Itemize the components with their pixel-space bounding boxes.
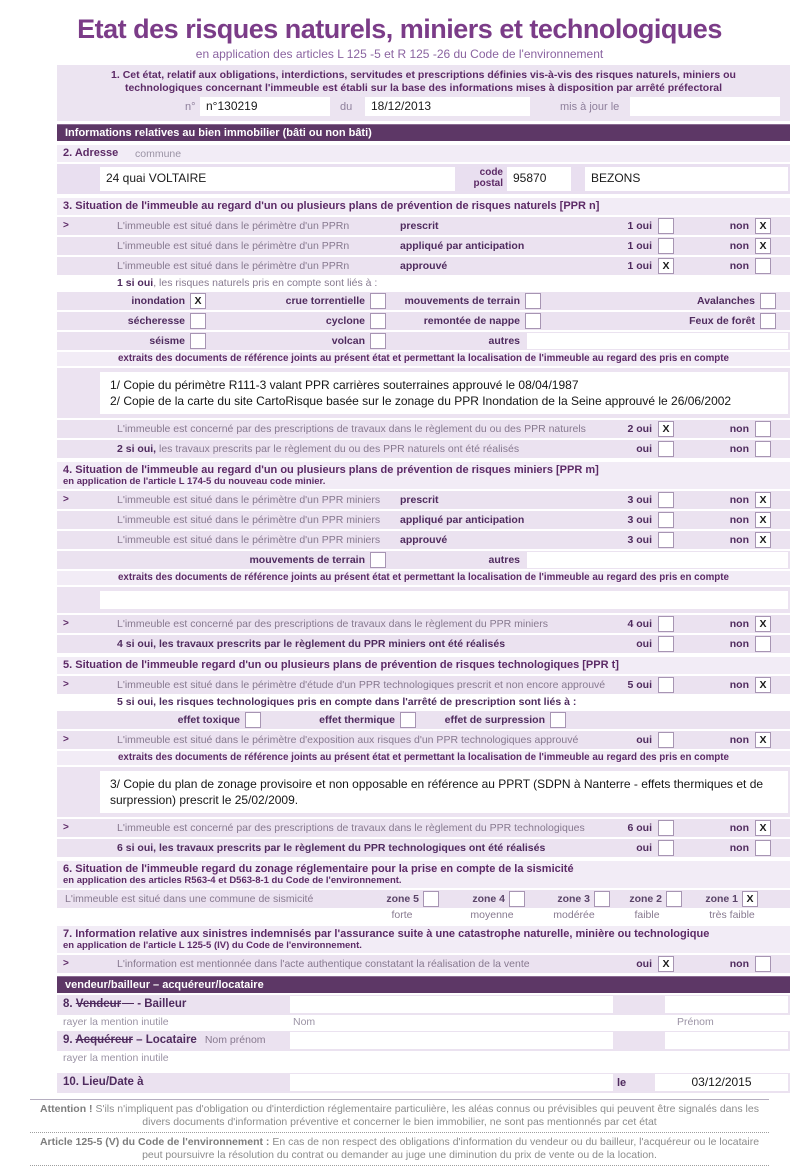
nom-prenom-hint: Nom prénom [204, 1034, 266, 1046]
autres-risques-input[interactable] [527, 333, 788, 349]
question-label [117, 443, 519, 455]
lieu-date-row [57, 1073, 790, 1093]
question-label: L'immeuble est concerné par des prescriptions de travaux dans le règlement du ou des PPR naturels [117, 423, 586, 435]
lieu-input[interactable] [290, 1074, 613, 1091]
pprm-prescrit-oui-checkbox[interactable] [658, 492, 674, 508]
pprm-approuve-row [57, 531, 790, 549]
pprt-realises-non-checkbox[interactable] [755, 840, 771, 856]
non-label: non [729, 958, 749, 970]
effet-toxique-label: effet toxique [177, 714, 240, 726]
updated-date-input[interactable] [630, 97, 780, 116]
adresse-heading: 2. Adresse [63, 147, 119, 159]
section6-title: 6. Situation de l'immeuble regard du zonage réglementaire pour la prise en compte de la sismicité [63, 863, 574, 875]
vendeur-row [57, 995, 790, 1015]
non-label: non [729, 618, 749, 630]
pprn-realises-row [57, 440, 790, 458]
pprn-travaux-row [57, 420, 790, 438]
pprm-approuve-non-checkbox[interactable]: X [755, 532, 771, 548]
question-label: L'immeuble est situé dans le périmètre d'étude d'un PPR technologiques prescrit et non encore approuvé [117, 679, 606, 691]
sinistres-non-checkbox[interactable] [755, 956, 771, 972]
pprm-mouvements-checkbox[interactable] [370, 552, 386, 568]
cyclone-checkbox[interactable] [370, 313, 386, 329]
oui-label: 5 oui [627, 679, 652, 691]
crue-torrentielle-checkbox[interactable] [370, 293, 386, 309]
oui-label: 3 oui [627, 514, 652, 526]
acquereur-heading [63, 1034, 266, 1046]
pprt-travaux-non-checkbox[interactable]: X [755, 820, 771, 836]
effet-thermique-label: effet thermique [319, 714, 395, 726]
arrete-fields-row [67, 97, 780, 117]
sioui-text [117, 696, 576, 708]
pprn-prescrit-oui-checkbox[interactable] [658, 218, 674, 234]
attention-note [30, 1103, 769, 1129]
question-label: L'immeuble est concerné par des prescriptions de travaux dans le règlement du PPR miniers [117, 618, 548, 630]
oui-label: oui [636, 638, 652, 650]
pprt-etude-non-checkbox[interactable]: X [755, 677, 771, 693]
section3-title: 3. Situation de l'immeuble au regard d'un ou plusieurs plans de prévention de risques naturels [PPR n] [63, 200, 600, 212]
sioui-bold: 1 si oui [117, 277, 154, 289]
zone1-checkbox[interactable]: X [742, 891, 758, 907]
arrete-date-label: du [340, 101, 353, 113]
pprt-travaux-oui-checkbox[interactable] [658, 820, 674, 836]
effet-toxique-checkbox[interactable] [245, 712, 261, 728]
oui-label: 3 oui [627, 534, 652, 546]
pprm-anticipation-row [57, 511, 790, 529]
mouvements-terrain-checkbox[interactable] [525, 293, 541, 309]
pprm-realises-row [57, 635, 790, 653]
zone3-label: zone 3 [557, 893, 590, 905]
sioui-bold: 5 si oui, les risques technologiques pris en compte dans l'arrêté de prescription sont liés à : [117, 696, 577, 708]
non-label: non [729, 443, 749, 455]
num-prefix: 9. [63, 1034, 73, 1046]
updated-date-label: mis à jour le [560, 101, 620, 113]
zone4-label: zone 4 [472, 893, 505, 905]
nom-caption: Nom [293, 1016, 316, 1028]
pprn-realises-oui-checkbox[interactable] [658, 441, 674, 457]
risques-row-1 [57, 292, 790, 310]
pprm-travaux-non-checkbox[interactable]: X [755, 616, 771, 632]
pprm-realises-non-checkbox[interactable] [755, 636, 771, 652]
arrete-date-input[interactable]: 18/12/2013 [365, 97, 530, 116]
pprm-travaux-oui-checkbox[interactable] [658, 616, 674, 632]
oui-label: 1 oui [627, 260, 652, 272]
tres-faible-label: très faible [709, 909, 755, 921]
pprn-approuve-row [57, 257, 790, 275]
non-label: non [729, 638, 749, 650]
bold-prefix: 6 si oui, les travaux prescrits par le règlement du PPR technologiques ont été réalisés [117, 842, 546, 854]
vendeur-captions-row [57, 1016, 790, 1029]
pprt-exposition-non-checkbox[interactable]: X [755, 732, 771, 748]
sioui-text [117, 277, 377, 289]
code-label-line2: postal [473, 178, 503, 189]
attention-bold: Attention ! [40, 1103, 93, 1115]
non-label: non [729, 679, 749, 691]
secheresse-checkbox[interactable] [190, 313, 206, 329]
effets-row [57, 711, 790, 729]
chevron-icon: > [63, 220, 69, 231]
oui-label: 4 oui [627, 618, 652, 630]
faible-label: faible [634, 909, 660, 921]
question-label: L'immeuble est situé dans le périmètre d'un PPRn [117, 240, 350, 252]
zone2-label: zone 2 [629, 893, 662, 905]
section6-heading-row [57, 861, 790, 888]
question-label: L'immeuble est situé dans le périmètre d'un PPR miniers [117, 514, 381, 526]
chevron-icon: > [63, 679, 69, 690]
acquereur-captions-row [57, 1052, 790, 1065]
crue-torrentielle-label: crue torrentielle [285, 295, 365, 307]
attention-text: S'ils n'impliquent pas d'obligation ou d'interdiction réglementaire particulière, les aléas connus ou prévisibles qui peuvent être signalés dans les divers documents d'information préventive et concerner le bien immobilier, ne sont pas mentionnés par cet état [92, 1103, 759, 1128]
seisme-checkbox[interactable] [190, 333, 206, 349]
risques-row-2 [57, 312, 790, 330]
acquereur-struck-label: Acquéreur [75, 1034, 133, 1046]
volcan-label: volcan [331, 335, 365, 347]
pprn-travaux-oui-checkbox[interactable]: X [658, 421, 674, 437]
pprt-etude-row [57, 676, 790, 694]
pprn-prescrit-non-checkbox[interactable]: X [755, 218, 771, 234]
section7-subtitle: en application de l'article L 125-5 (IV) du Code de l'environnement. [63, 940, 362, 951]
oui-label: oui [636, 443, 652, 455]
docs-technologiques-band [57, 767, 790, 817]
sismicite-row [57, 890, 790, 908]
doc-line-2: 2/ Copie de la carte du site CartoRisque basée sur le zonage du PPR Inondation de la Seine approuvé le 26/06/2002 [110, 394, 732, 408]
question-label: L'immeuble est situé dans le périmètre d'un PPR miniers [117, 534, 381, 546]
arrete-number-input[interactable]: n°130219 [200, 97, 330, 116]
section-bar-bien-immobilier: Informations relatives au bien immobilier (bâti ou non bâti) [57, 124, 790, 141]
pprm-approuve-oui-checkbox[interactable] [658, 532, 674, 548]
vendeur-heading [63, 998, 186, 1010]
seisme-label: séisme [149, 335, 185, 347]
docs-technologiques-box[interactable] [100, 771, 788, 813]
bailleur-label: - Bailleur [137, 998, 187, 1010]
question-label: L'immeuble est situé dans le périmètre d'un PPR miniers [117, 494, 381, 506]
non-label: non [729, 240, 749, 252]
docs-miniers-band [57, 587, 790, 613]
zone5-label: zone 5 [386, 893, 419, 905]
remontee-nappe-label: remontée de nappe [423, 315, 520, 327]
pprn-prescrit-row [57, 217, 790, 235]
effet-surpression-checkbox[interactable] [550, 712, 566, 728]
mouvements-terrain-label: mouvements de terrain [249, 554, 365, 566]
pprm-mouvements-row [57, 551, 790, 569]
inondation-label: inondation [131, 295, 185, 307]
pprt-exposition-row [57, 731, 790, 749]
autres-miniers-input[interactable] [527, 552, 788, 568]
pprn-travaux-non-checkbox[interactable] [755, 421, 771, 437]
pprm-prescrit-non-checkbox[interactable]: X [755, 492, 771, 508]
rayer-mention-note: rayer la mention inutile [63, 1052, 169, 1064]
docs-miniers-box[interactable] [100, 591, 788, 609]
rest-text: les travaux prescrits par le règlement du ou des PPR naturels ont été réalisés [156, 443, 520, 455]
code-label-line1: code [479, 167, 503, 178]
code-postal-label [453, 167, 503, 189]
street-input[interactable]: 24 quai VOLTAIRE [100, 167, 455, 191]
prescrit-label: prescrit [400, 220, 439, 232]
commune-input[interactable]: BEZONS [585, 167, 788, 191]
chevron-icon: > [63, 494, 69, 505]
oui-label: oui [636, 734, 652, 746]
section4-subtitle: en application de l'article L 174-5 du nouveau code minier. [63, 476, 326, 487]
section7-title: 7. Information relative aux sinistres indemnisés par l'assurance suite à une catastrophe naturelle, minière ou technologique [63, 928, 710, 940]
mouvements-terrain-label: mouvements de terrain [404, 295, 520, 307]
sinistres-oui-checkbox[interactable]: X [658, 956, 674, 972]
bold-prefix: 4 si oui, les travaux prescrits par le règlement du PPR miniers ont été réalisés [117, 638, 506, 650]
autres-label: autres [488, 554, 520, 566]
question-label: L'immeuble est situé dans le périmètre d'exposition aux risques d'un PPR technologiques approuvé [117, 734, 579, 746]
avalanches-label: Avalanches [697, 295, 755, 307]
acquereur-row [57, 1031, 790, 1051]
oui-label: 1 oui [627, 240, 652, 252]
pprn-anticipation-non-checkbox[interactable]: X [755, 238, 771, 254]
moyenne-label: moyenne [470, 909, 514, 921]
anticipation-label: appliqué par anticipation [400, 240, 525, 252]
oui-label: 3 oui [627, 494, 652, 506]
non-label: non [729, 494, 749, 506]
pprn-anticipation-oui-checkbox[interactable] [658, 238, 674, 254]
chevron-icon: > [63, 958, 69, 969]
section4-heading-row [57, 462, 790, 489]
volcan-checkbox[interactable] [370, 333, 386, 349]
pprm-realises-oui-checkbox[interactable] [658, 636, 674, 652]
question-label: L'information est mentionnée dans l'acte authentique constatant la réalisation de la vente [117, 958, 530, 970]
acquereur-nom-input[interactable] [290, 1032, 613, 1049]
acquereur-prenom-input[interactable] [665, 1032, 788, 1049]
pprm-prescrit-row [57, 491, 790, 509]
locataire-label: – Locataire [136, 1034, 197, 1046]
oui-label: 6 oui [627, 822, 652, 834]
pprm-travaux-row [57, 615, 790, 633]
secheresse-label: sécheresse [127, 315, 185, 327]
vendeur-prenom-input[interactable] [665, 996, 788, 1013]
pprt-etude-oui-checkbox[interactable] [658, 677, 674, 693]
avalanches-checkbox[interactable] [760, 293, 776, 309]
chevron-icon: > [63, 734, 69, 745]
adresse-heading-row [57, 145, 790, 162]
effet-surpression-label: effet de surpression [444, 714, 545, 726]
section-bar-vendeur: vendeur/bailleur – acquéreur/locataire [57, 976, 790, 993]
pprt-exposition-oui-checkbox[interactable] [658, 732, 674, 748]
sioui-rest: , les risques naturels pris en compte sont liés à : [153, 277, 378, 289]
num-prefix: 8. [63, 998, 73, 1010]
le-label: le [617, 1077, 627, 1089]
article-bold: Article 125-5 (V) du Code de l'environnement : [39, 1136, 270, 1148]
anticipation-label: appliqué par anticipation [400, 514, 525, 526]
vendeur-struck-label: Vendeur [75, 998, 122, 1010]
chevron-icon: > [63, 618, 69, 629]
adresse-fields-row [57, 164, 790, 194]
section4-title: 4. Situation de l'immeuble au regard d'un ou plusieurs plans de prévention de risques miniers [PPR m] [63, 464, 599, 476]
zone1-label: zone 1 [705, 893, 738, 905]
pprm-anticipation-non-checkbox[interactable]: X [755, 512, 771, 528]
doc-line-1: 1/ Copie du périmètre R111-3 valant PPR carrières souterraines approuvé le 08/04/1987 [110, 378, 579, 392]
feux-foret-checkbox[interactable] [760, 313, 776, 329]
section7-heading-row [57, 926, 790, 953]
question-label [117, 842, 545, 854]
pprt-realises-oui-checkbox[interactable] [658, 840, 674, 856]
footer-notes [30, 1099, 769, 1166]
moderee-label: modérée [553, 909, 595, 921]
non-label: non [729, 514, 749, 526]
non-label: non [729, 534, 749, 546]
article-text: En cas de non respect des obligations d'information du vendeur ou du bailleur, l'acquéreur ou le locataire peut poursuivre la résolution du contrat ou demander au juge une diminution du prix de vente ou de la location. [142, 1136, 760, 1161]
pprn-realises-non-checkbox[interactable] [755, 441, 771, 457]
form-content [57, 65, 790, 1093]
non-label: non [729, 220, 749, 232]
docs-naturels-band [57, 368, 790, 418]
arrete-number-label: n° [185, 101, 196, 113]
lieu-date-heading: 10. Lieu/Date à [63, 1076, 144, 1088]
section5-heading-row [57, 657, 790, 674]
question-label: L'immeuble est situé dans le périmètre d'un PPRn [117, 220, 350, 232]
pprn-approuve-non-checkbox[interactable] [755, 258, 771, 274]
non-label: non [729, 822, 749, 834]
pprn-anticipation-row [57, 237, 790, 255]
question-label: L'immeuble est situé dans une commune de sismicité [65, 893, 314, 905]
question-label [117, 638, 505, 650]
sismicite-levels-row [57, 909, 790, 922]
intro-text: 1. Cet état, relatif aux obligations, interdictions, servitudes et prescriptions définies vis-à-vis des risques naturels, miniers ou technologiques concernant l'immeuble est établi sur la base des informations mises à disposition par arrêté préfectoral [111, 69, 736, 94]
pprt-realises-row [57, 839, 790, 857]
prescrit-label: prescrit [400, 494, 439, 506]
commune-label: commune [135, 148, 182, 160]
risques-row-3 [57, 332, 790, 350]
oui-label: 1 oui [627, 220, 652, 232]
inondation-checkbox[interactable]: X [190, 293, 206, 309]
page-subtitle: en application des articles L 125 -5 et R 125 -26 du Code de l'environnement [195, 47, 604, 61]
forte-label: forte [391, 909, 413, 921]
oui-label: 2 oui [627, 423, 652, 435]
non-label: non [729, 842, 749, 854]
chevron-icon: > [63, 822, 69, 833]
non-label: non [729, 423, 749, 435]
question-label: L'immeuble est concerné par des prescriptions de travaux dans le règlement du PPR technologiques [117, 822, 585, 834]
section6-subtitle: en application des articles R563-4 et D563-8-1 du Code de l'environnement. [63, 875, 402, 886]
non-label: non [729, 734, 749, 746]
strike-extension [122, 1003, 134, 1004]
cyclone-label: cyclone [325, 315, 365, 327]
dotted-separator [30, 1132, 769, 1133]
feux-foret-label: Feux de forêt [689, 315, 755, 327]
section5-title: 5. Situation de l'immeuble regard d'un ou plusieurs plans de prévention de risques technologiques [PPR t] [63, 659, 619, 671]
sioui-technologiques-line [57, 695, 790, 709]
date-input[interactable]: 03/12/2015 [655, 1074, 788, 1091]
oui-label: oui [636, 958, 652, 970]
remontee-nappe-checkbox[interactable] [525, 313, 541, 329]
effet-thermique-checkbox[interactable] [400, 712, 416, 728]
extraits-technologiques-label: extraits des documents de référence joints au présent état et permettant la localisation de l'immeuble au regard des pris en compte [57, 751, 790, 765]
rayer-mention-note: rayer la mention inutile [63, 1016, 169, 1028]
non-label: non [729, 260, 749, 272]
page-title: Etat des risques naturels, miniers et technologiques [77, 14, 722, 44]
question-label: L'immeuble est situé dans le périmètre d'un PPRn [117, 260, 350, 272]
approuve-label: approuvé [400, 260, 448, 272]
bold-prefix: 2 si oui, [117, 443, 157, 455]
vendeur-nom-input[interactable] [290, 996, 613, 1013]
extraits-miniers-label: extraits des documents de référence joints au présent état et permettant la localisation de l'immeuble au regard des pris en compte [57, 571, 790, 585]
sioui-naturels-line [57, 276, 790, 290]
approuve-label: approuvé [400, 534, 448, 546]
oui-label: oui [636, 842, 652, 854]
pprm-anticipation-oui-checkbox[interactable] [658, 512, 674, 528]
code-postal-input[interactable]: 95870 [507, 167, 571, 191]
sinistres-row [57, 955, 790, 973]
intro-block [57, 65, 790, 121]
section3-heading-row [57, 198, 790, 215]
docs-naturels-box[interactable] [100, 372, 788, 414]
autres-label: autres [488, 335, 520, 347]
doc-line-3: 3/ Copie du plan de zonage provisoire et non opposable en référence au PPRT (SDPN à Nanterre - effets thermiques et de surpression) prescrit le 25/02/2009. [110, 777, 764, 807]
prenom-caption: Prénom [677, 1016, 714, 1028]
extraits-naturels-label: extraits des documents de référence joints au présent état et permettant la localisation de l'immeuble au regard des pris en compte [57, 352, 790, 366]
pprt-travaux-row [57, 819, 790, 837]
article-note [30, 1136, 769, 1162]
pprn-approuve-oui-checkbox[interactable]: X [658, 258, 674, 274]
